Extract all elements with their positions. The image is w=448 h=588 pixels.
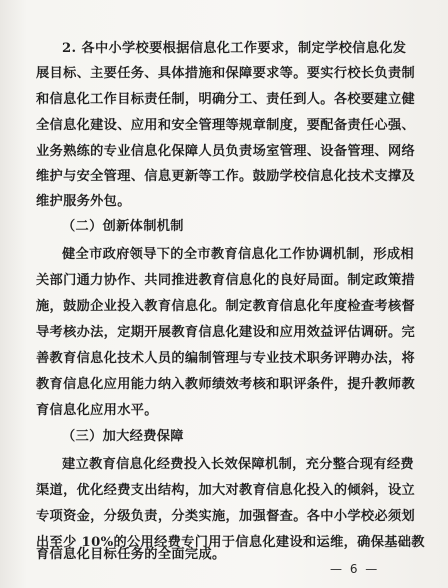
paragraph-3-line: 专项资金，分级负责，分类实施，加强督查。各中小学校必须划 [36, 509, 416, 524]
paragraph-1-line: 全信息化建设、应用和安全管理等规章制度，要配备责任心强、 [36, 118, 416, 133]
paragraph-2-line: 教育信息化应用能力纳入教师绩效考核和职评条件，提升教师教 [36, 377, 416, 392]
page-number: — 6 — [330, 562, 380, 576]
paragraph-2-line: 健全市政府领导下的全市教育信息化工作协调机制，形成相 [62, 247, 414, 262]
section-heading-funding: （三）加大经费保障 [62, 429, 184, 444]
paragraph-3-line: 渠道，优化经费支出结构，加大对教育信息化投入的倾斜，设立 [36, 483, 416, 498]
section-heading-innovation: （二）创新体制机制 [62, 219, 184, 234]
paragraph-3-line: 出至少 10%的公用经费专门用于信息化建设和运维，确保基础教 [36, 535, 425, 550]
paragraph-3-line: 育信息化目标任务的全面完成。 [36, 547, 226, 562]
paragraph-1-line: 和信息化工作目标责任制，明确分工、责任到人。各校要建立健 [36, 92, 416, 107]
paragraph-2-line: 导考核办法，定期开展教育信息化建设和应用效益评估调研。完 [36, 325, 416, 340]
paragraph-2-line: 育信息化应用水平。 [36, 403, 158, 418]
paragraph-2-line: 善教育信息化技术人员的编制管理与专业技术职务评聘办法，将 [36, 351, 416, 366]
paragraph-1-line: 维护服务外包。 [36, 194, 131, 209]
paragraph-2-line: 施，鼓励企业投入教育信息化。制定教育信息化年度检查考核督 [36, 299, 416, 314]
paragraph-1-line: 展目标、主要任务、具体措施和保障要求等。要实行校长负责制 [36, 66, 416, 81]
paragraph-1-line: 2. 各中小学校要根据信息化工作要求，制定学校信息化发 [62, 41, 407, 56]
paragraph-2-line: 关部门通力协作、共同推进教育信息化的良好局面。制定政策措 [36, 273, 416, 288]
paragraph-1-line: 维护与安全管理、信息更新等工作。鼓励学校信息化技术支撑及 [36, 169, 416, 184]
paragraph-3-line: 建立教育信息化经费投入长效保障机制，充分整合现有经费 [62, 457, 414, 472]
paragraph-1-line: 业务熟练的专业信息化保障人员负责场室管理、设备管理、网络 [36, 144, 416, 159]
